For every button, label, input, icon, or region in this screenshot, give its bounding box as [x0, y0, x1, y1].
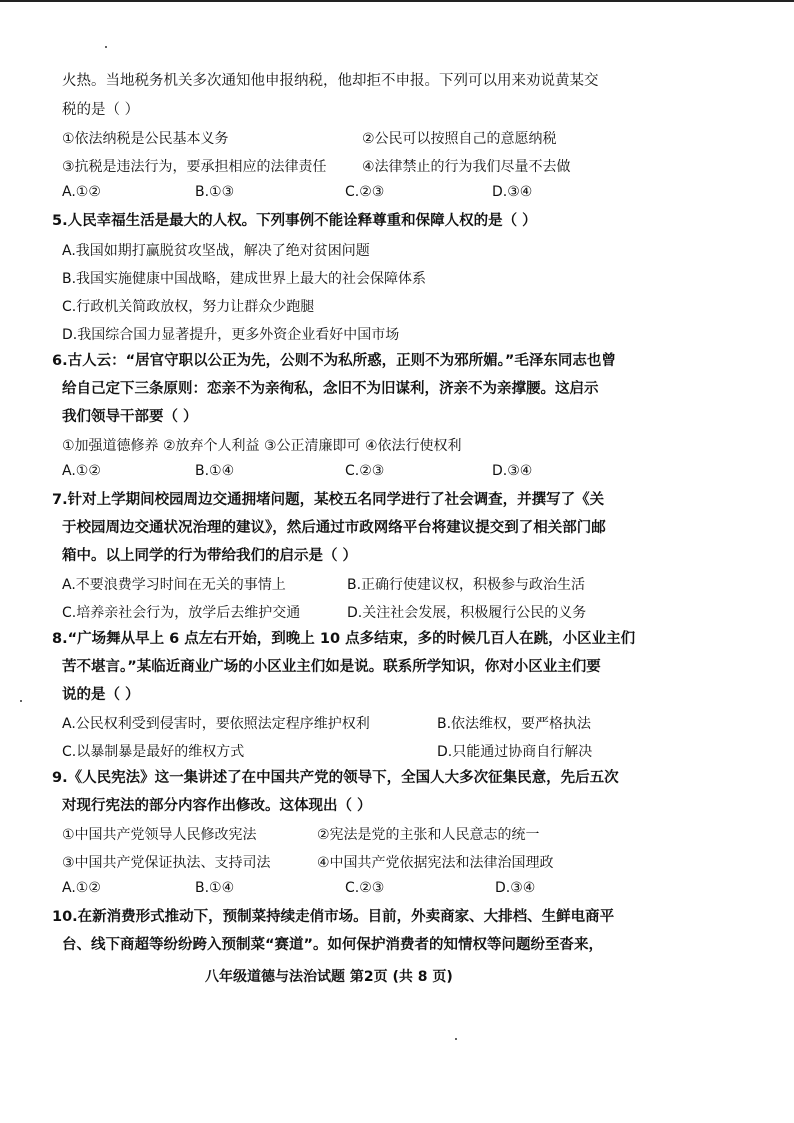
q5-option-b [62, 268, 742, 288]
q6-options [62, 435, 742, 455]
q5-option-b-text: B.我国实施健康中国战略，建成世界上最大的社会保障体系 [62, 271, 427, 287]
q4-line-1: 火热。当地税务机关多次通知他申报纳税，他却拒不申报。下列可以用来劝说黄某交 [62, 73, 599, 89]
q4-option-2: ②公民可以按照自己的意愿纳税 [362, 131, 557, 147]
q8-option-a: A.公民权利受到侵害时，要依照法定程序维护权利 [62, 716, 370, 732]
q5-option-d [62, 324, 742, 344]
q5-option-a [62, 240, 742, 260]
q4-option-4: ④法律禁止的行为我们尽量不去做 [362, 159, 571, 175]
q10-line-1: 10.在新消费形式推动下，预制菜持续走俏市场。目前，外卖商家、大排档、生鲜电商平 [52, 909, 615, 925]
q9-line-1: 9.《人民宪法》这一集讲述了在中国共产党的领导下，全国人大多次征集民意，先后五次 [52, 770, 619, 786]
q9-options-row-2 [62, 852, 742, 872]
q8-option-b: B.依法维权，要严格执法 [437, 716, 592, 732]
choice-d: D.③④ [495, 880, 536, 896]
q7-option-d: D.关注社会发展，积极履行公民的义务 [347, 605, 587, 621]
q7-line-1: 7.针对上学期间校园周边交通拥堵问题，某校五名同学进行了社会调查，并撰写了《关 [52, 492, 605, 508]
top-border [0, 0, 794, 2]
choice-b: B.①③ [195, 184, 235, 200]
q7-option-b: B.正确行使建议权，积极参与政治生活 [347, 577, 586, 593]
q10-line-2: 台、线下商超等纷纷跨入预制菜“赛道”。如何保护消费者的知情权等问题纷至沓来， [62, 937, 604, 953]
q8-line-1: 8.“广场舞从早上 6 点左右开始，到晚上 10 点多结束，多的时候几百人在跳，小区业主们 [52, 631, 636, 647]
q9-option-4: ④中国共产党依据宪法和法律治国理政 [317, 855, 554, 871]
choice-a: A.①② [62, 463, 101, 479]
choice-d: D.③④ [492, 463, 533, 479]
q5-option-c-text: C.行政机关简政放权，努力让群众少跑腿 [62, 299, 315, 315]
q5-option-d-text: D.我国综合国力显著提升，更多外资企业看好中国市场 [62, 327, 400, 343]
q9-line-2: 对现行宪法的部分内容作出修改。这体现出（ ） [62, 798, 372, 814]
q7-line-2: 于校园周边交通状况治理的建议》，然后通过市政网络平台将建议提交到了相关部门邮 [62, 520, 606, 536]
q8-options-row-2 [62, 741, 742, 761]
scan-speck [20, 700, 22, 702]
q8-line-3: 说的是（ ） [62, 687, 140, 703]
q5-option-a-text: A.我国如期打赢脱贫攻坚战，解决了绝对贫困问题 [62, 243, 370, 259]
q4-choices [62, 184, 742, 204]
choice-b: B.①④ [195, 880, 235, 896]
q6-line-2: 给自己定下三条原则：恋亲不为亲徇私，念旧不为旧谋利，济亲不为亲撑腰。这启示 [62, 381, 599, 397]
q9-option-1: ①中国共产党领导人民修改宪法 [62, 827, 257, 843]
q7-options-row-2 [62, 602, 742, 622]
q8-option-d: D.只能通过协商自行解决 [437, 744, 593, 760]
scan-speck [105, 46, 107, 48]
q9-choices [62, 880, 742, 900]
q7-options-row-1 [62, 574, 742, 594]
q6-line-3: 我们领导干部要（ ） [62, 409, 198, 425]
choice-c: C.②③ [345, 880, 385, 896]
q4-option-1: ①依法纳税是公民基本义务 [62, 131, 229, 147]
q9-option-2: ②宪法是党的主张和人民意志的统一 [317, 827, 540, 843]
q6-options-text: ①加强道德修养 ②放弃个人利益 ③公正清廉即可 ④依法行使权利 [62, 438, 462, 454]
q4-options-row-2 [62, 156, 742, 176]
choice-d: D.③④ [492, 184, 533, 200]
scan-speck [455, 1038, 457, 1040]
q8-options-row-1 [62, 713, 742, 733]
q9-options-row-1 [62, 824, 742, 844]
q4-options-row-1 [62, 128, 742, 148]
q6-line-1: 6.古人云：“居官守职以公正为先，公则不为私所惑，正则不为邪所媚。”毛泽东同志也曾 [52, 353, 616, 369]
choice-c: C.②③ [345, 463, 385, 479]
q4-line-2: 税的是（ ） [62, 102, 140, 118]
q8-option-c: C.以暴制暴是最好的维权方式 [62, 744, 245, 760]
q7-line-3: 箱中。以上同学的行为带给我们的启示是（ ） [62, 548, 358, 564]
q4-option-3: ③抗税是违法行为，要承担相应的法律责任 [62, 159, 327, 175]
q5-option-c [62, 296, 742, 316]
q7-option-a: A.不要浪费学习时间在无关的事情上 [62, 577, 286, 593]
q9-option-3: ③中国共产党保证执法、支持司法 [62, 855, 271, 871]
choice-c: C.②③ [345, 184, 385, 200]
q6-choices [62, 463, 742, 483]
choice-b: B.①④ [195, 463, 235, 479]
q5-stem: 5.人民幸福生活是最大的人权。下列事例不能诠释尊重和保障人权的是（ ） [52, 213, 537, 229]
choice-a: A.①② [62, 880, 101, 896]
q7-option-c: C.培养亲社会行为，放学后去维护交通 [62, 605, 301, 621]
page-footer: 八年级道德与法治试题 第2页 (共 8 页) [205, 969, 453, 985]
q8-line-2: 苦不堪言。”某临近商业广场的小区业主们如是说。联系所学知识，你对小区业主们要 [62, 659, 601, 675]
choice-a: A.①② [62, 184, 101, 200]
